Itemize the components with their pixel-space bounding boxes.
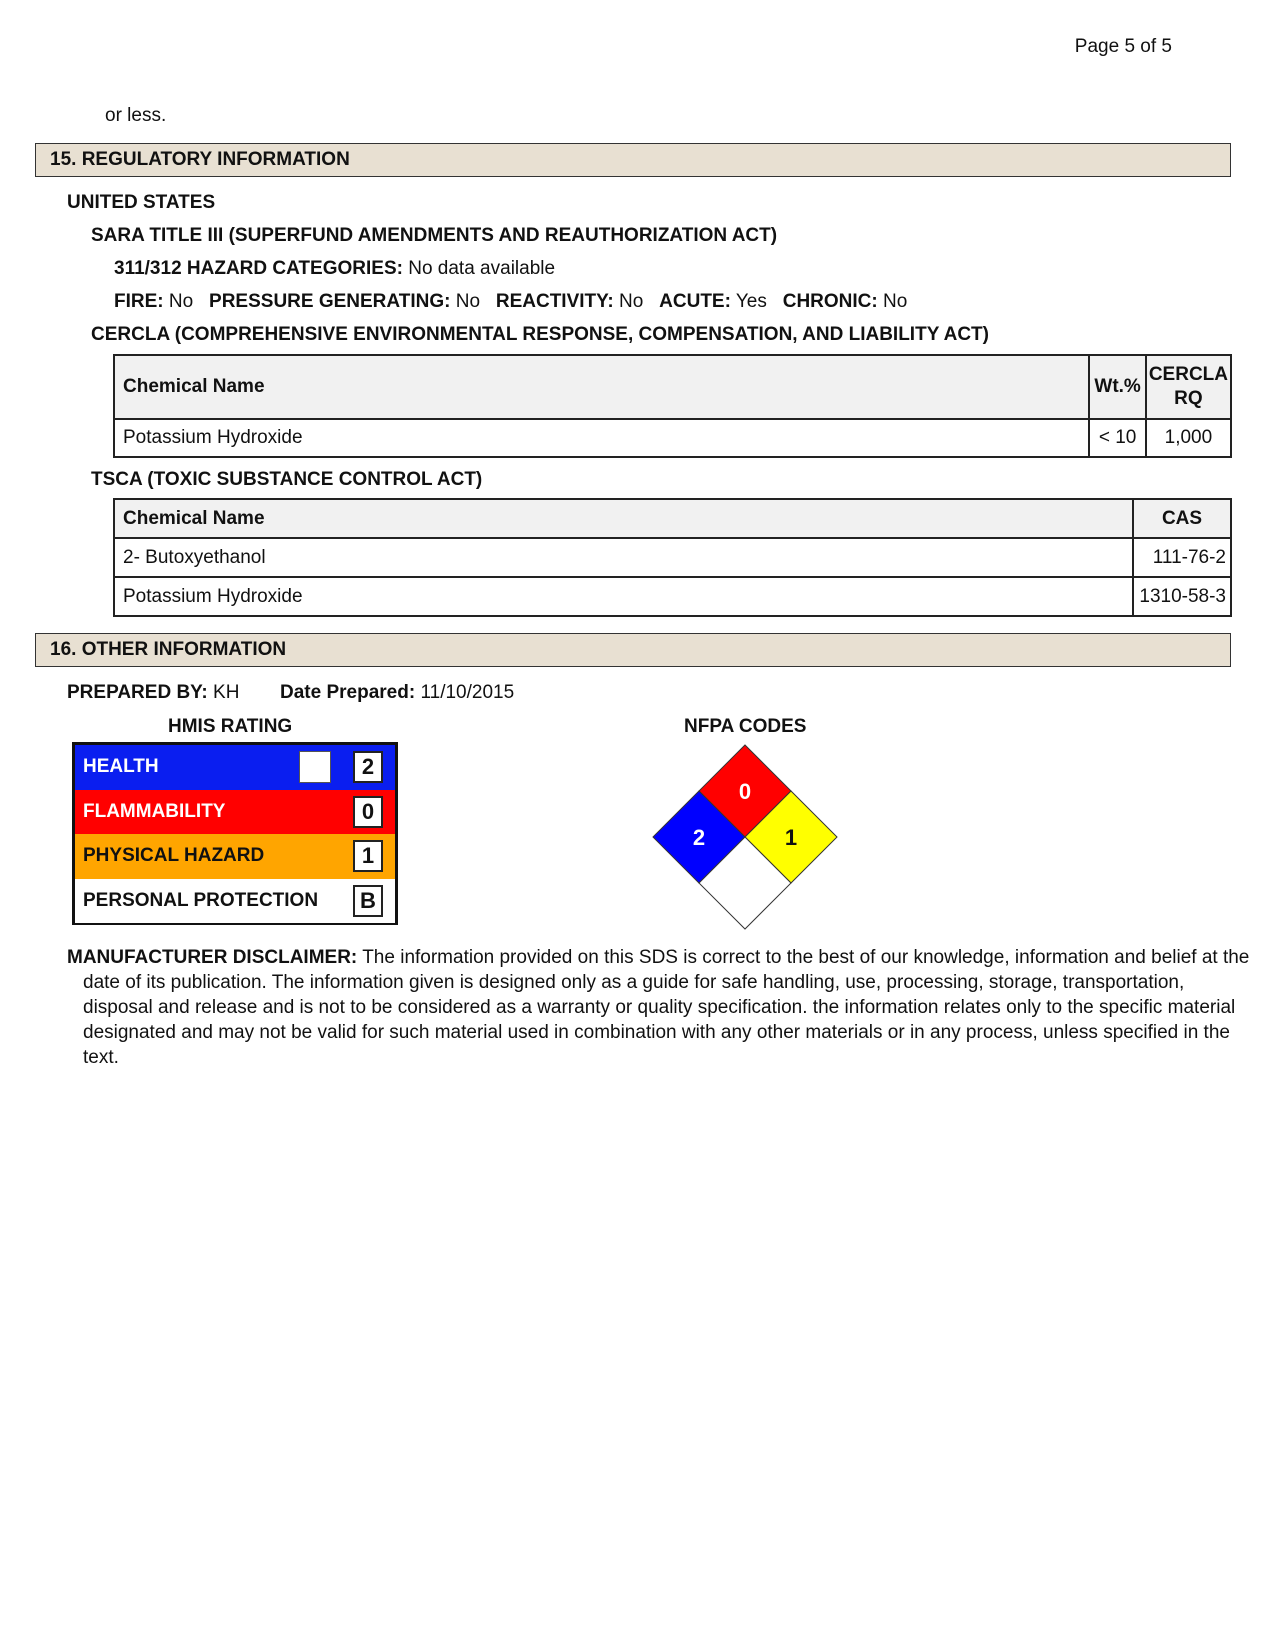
hmis-row-health: HEALTH 2 xyxy=(75,745,395,790)
flag-value: No xyxy=(455,291,481,312)
hmis-personal-protection-value: B xyxy=(353,885,383,917)
col-wt: Wt.% xyxy=(1089,355,1145,419)
prepared-by-label: PREPARED BY: xyxy=(67,682,208,703)
table-header-row xyxy=(114,499,1231,538)
flag-label: ACUTE: xyxy=(659,291,731,312)
section-16-header: 16. OTHER INFORMATION xyxy=(35,633,1231,667)
nfpa-flammability: 0 xyxy=(738,779,752,804)
hmis-chronic-box xyxy=(299,751,331,783)
table-row xyxy=(114,419,1231,457)
page-number: Page 5 of 5 xyxy=(1074,36,1172,57)
table-row xyxy=(114,577,1231,616)
col-chemical-name: Chemical Name xyxy=(114,499,1133,538)
flag-value: No xyxy=(883,291,908,312)
wt-percent: < 10 xyxy=(1089,419,1145,457)
hmis-row-personal-protection: PERSONAL PROTECTION B xyxy=(75,879,395,924)
cercla-title: CERCLA (COMPREHENSIVE ENVIRONMENTAL RESPONSE, COMPENSATION, AND LIABILITY ACT) xyxy=(91,324,989,345)
hmis-title: HMIS RATING xyxy=(168,716,293,737)
date-prepared-label: Date Prepared: xyxy=(280,682,416,703)
prepared-info xyxy=(67,682,514,704)
hmis-health-value: 2 xyxy=(353,751,383,783)
cercla-rq: 1,000 xyxy=(1146,419,1231,457)
chemical-name: Potassium Hydroxide xyxy=(114,419,1089,457)
disclaimer-label: MANUFACTURER DISCLAIMER: xyxy=(67,947,358,968)
table-row xyxy=(114,538,1231,577)
sara-flags xyxy=(114,291,907,313)
continued-text: or less. xyxy=(105,105,167,126)
hazard-categories-value: No data available xyxy=(408,258,556,279)
hmis-rating-label xyxy=(72,742,398,925)
chemical-name: 2- Butoxyethanol xyxy=(114,538,1133,577)
chemical-name: Potassium Hydroxide xyxy=(114,577,1133,616)
col-cercla-rq: CERCLA RQ xyxy=(1146,355,1231,419)
tsca-table xyxy=(113,498,1232,617)
col-chemical-name: Chemical Name xyxy=(114,355,1089,419)
date-prepared-value: 11/10/2015 xyxy=(420,682,515,703)
disclaimer-text: The information provided on this SDS is correct to the best of our knowledge, information and belief at the date of its publication. The information given is designed only as a guide for safe handling, use, processing, storage, transportation, disposal and release and is not to be considered as a warranty or quality specification. the information relates only to the specific material designated and may not be valid for such material used in combination with any other materials or in any process, unless specified in the text. xyxy=(83,947,1250,1068)
manufacturer-disclaimer xyxy=(67,945,1253,1070)
flag-label: PRESSURE GENERATING: xyxy=(209,291,451,312)
nfpa-diamond-icon xyxy=(650,742,840,932)
col-cas: CAS xyxy=(1133,499,1231,538)
prepared-by-value: KH xyxy=(213,682,240,703)
nfpa-reactivity: 1 xyxy=(784,825,798,850)
flag-label: CHRONIC: xyxy=(782,291,878,312)
flag-value: Yes xyxy=(735,291,767,312)
tsca-title: TSCA (TOXIC SUBSTANCE CONTROL ACT) xyxy=(91,469,483,490)
nfpa-title: NFPA CODES xyxy=(684,716,807,737)
hmis-flammability-value: 0 xyxy=(353,796,383,828)
hmis-row-physical-hazard: PHYSICAL HAZARD 1 xyxy=(75,834,395,879)
section-15-header: 15. REGULATORY INFORMATION xyxy=(35,143,1231,177)
hazard-categories-label: 311/312 HAZARD CATEGORIES: xyxy=(114,258,403,279)
table-header-row xyxy=(114,355,1231,419)
hmis-physical-hazard-value: 1 xyxy=(353,840,383,872)
cercla-table xyxy=(113,354,1232,458)
flag-label: FIRE: xyxy=(114,291,164,312)
sara-title: SARA TITLE III (SUPERFUND AMENDMENTS AND REAUTHORIZATION ACT) xyxy=(91,225,778,246)
flag-value: No xyxy=(619,291,644,312)
hazard-categories xyxy=(114,258,555,280)
cas-number: 111-76-2 xyxy=(1133,538,1231,577)
cas-number: 1310-58-3 xyxy=(1133,577,1231,616)
flag-label: REACTIVITY: xyxy=(495,291,614,312)
hmis-row-flammability: FLAMMABILITY 0 xyxy=(75,790,395,835)
region-heading: UNITED STATES xyxy=(67,192,216,213)
flag-value: No xyxy=(168,291,194,312)
nfpa-health: 2 xyxy=(692,825,706,850)
